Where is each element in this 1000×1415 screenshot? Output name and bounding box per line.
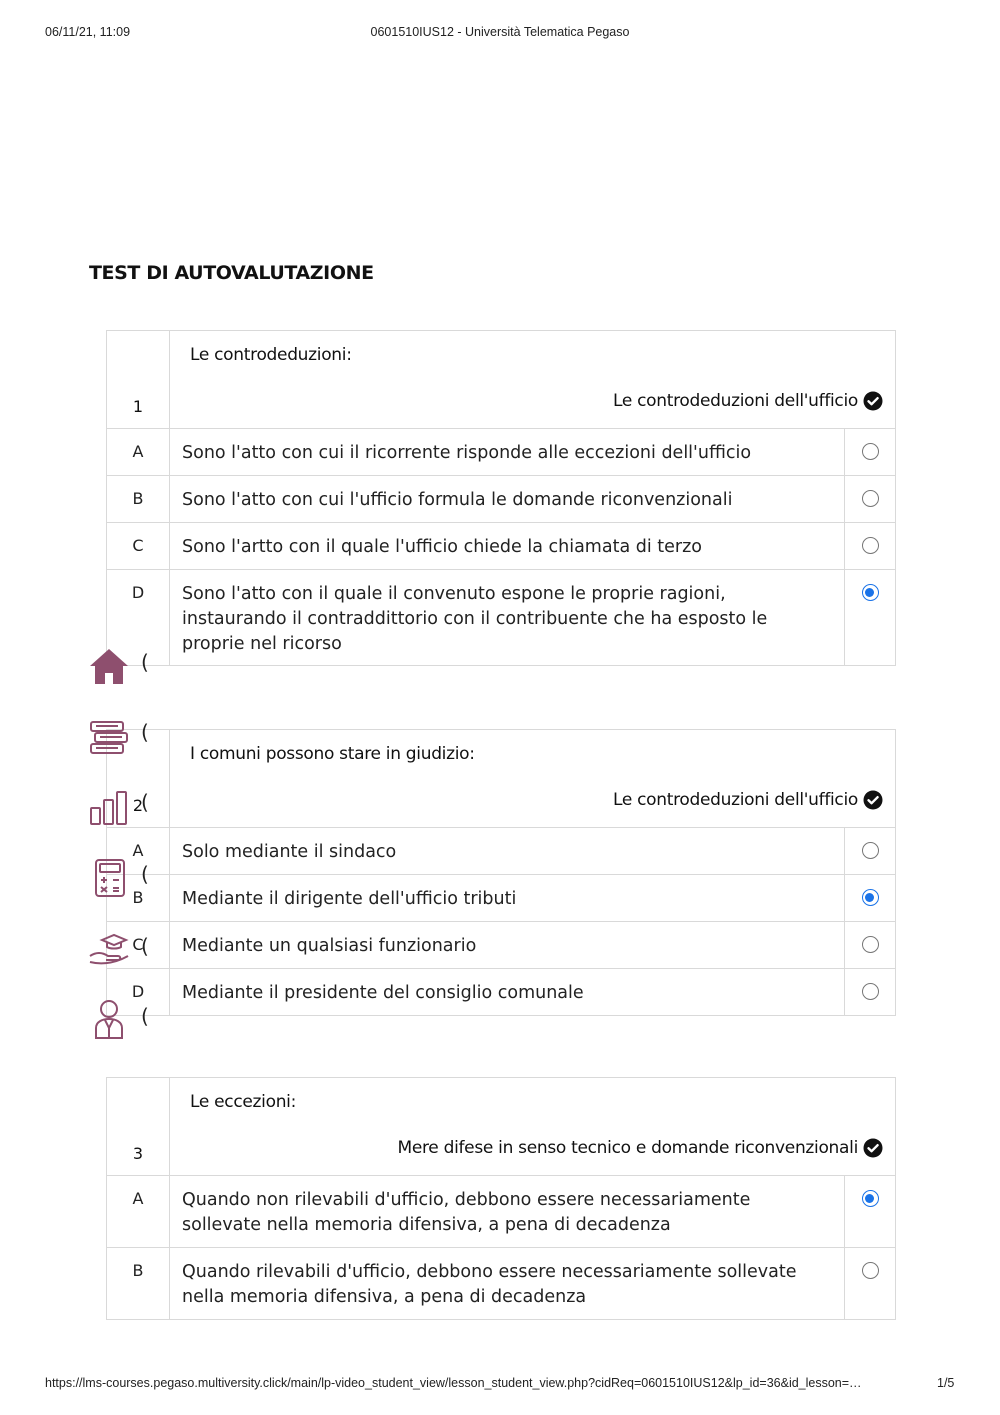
- topic-label: Le controdeduzioni dell'ufficio: [612, 391, 858, 411]
- option-radio[interactable]: [862, 983, 879, 1000]
- question-table-2: [106, 729, 896, 1016]
- question-text: I comuni possono stare in giudizio:: [190, 744, 475, 764]
- option-radio-selected[interactable]: [862, 584, 879, 601]
- option-letter: D: [107, 969, 170, 1016]
- print-page-title: 0601510IUS12 - Università Telematica Pegaso: [370, 25, 630, 39]
- books-icon: [88, 720, 130, 756]
- option-letter: A: [107, 429, 170, 476]
- topic-label: Le controdeduzioni dell'ufficio: [612, 790, 858, 810]
- option-text: Sono l'atto con cui il ricorrente risponde alle eccezioni dell'ufficio: [170, 429, 845, 476]
- nav-courses[interactable]: [88, 932, 132, 966]
- question-text: Le eccezioni:: [190, 1092, 297, 1112]
- option-letter: B: [107, 476, 170, 523]
- option-text: Mediante un qualsiasi funzionario: [170, 922, 845, 969]
- home-icon: [88, 646, 130, 688]
- option-text: Quando rilevabili d'ufficio, debbono essere necessariamente sollevate nella memoria difensiva, a pena di decadenza: [170, 1248, 845, 1320]
- option-letter: C: [107, 922, 170, 969]
- print-header: [0, 25, 1000, 41]
- nav-profile[interactable]: [88, 998, 130, 1040]
- nav-books[interactable]: [88, 720, 130, 756]
- calculator-icon: [88, 858, 130, 898]
- option-text: Quando non rilevabili d'ufficio, debbono essere necessariamente sollevate nella memoria difensiva, a pena di decadenza: [170, 1176, 845, 1248]
- question-table-3: [106, 1077, 896, 1320]
- option-text: Mediante il dirigente dell'ufficio tributi: [170, 875, 845, 922]
- option-text: Sono l'atto con il quale il convenuto espone le proprie ragioni, instaurando il contraddittorio con il contribuente che ha esposto le proprie nel ricorso: [170, 570, 845, 666]
- nav-paren: (: [141, 1004, 149, 1028]
- question-header: [170, 331, 896, 429]
- question-topic: [190, 391, 883, 411]
- answer-row[interactable]: [107, 523, 896, 570]
- check-circle-icon: [863, 790, 883, 810]
- question-header: [170, 730, 896, 828]
- answer-row[interactable]: [107, 969, 896, 1016]
- option-letter: B: [107, 875, 170, 922]
- option-radio[interactable]: [862, 842, 879, 859]
- nav-calculator[interactable]: [88, 858, 130, 898]
- nav-home[interactable]: [88, 646, 130, 688]
- option-radio[interactable]: [862, 1262, 879, 1279]
- option-radio-selected[interactable]: [862, 1190, 879, 1207]
- answer-row[interactable]: [107, 828, 896, 875]
- option-text: Sono l'atto con cui l'ufficio formula le domande riconvenzionali: [170, 476, 845, 523]
- option-letter: B: [107, 1248, 170, 1320]
- page-number: 1/5: [937, 1376, 955, 1390]
- check-circle-icon: [863, 1138, 883, 1158]
- option-text: Solo mediante il sindaco: [170, 828, 845, 875]
- option-radio[interactable]: [862, 537, 879, 554]
- nav-paren: (: [141, 720, 149, 744]
- option-letter: C: [107, 523, 170, 570]
- user-icon: [88, 998, 130, 1040]
- answer-row[interactable]: [107, 476, 896, 523]
- answer-row[interactable]: [107, 570, 896, 666]
- nav-paren: (: [141, 934, 149, 958]
- question-number: 2: [107, 730, 170, 828]
- print-url: https://lms-courses.pegaso.multiversity.click/main/lp-video_student_view/lesson_student_view.php?cidReq=0601510IUS12&lp_id=36&id_lesson=…: [45, 1376, 862, 1390]
- answer-row[interactable]: [107, 429, 896, 476]
- question-topic: [190, 790, 883, 810]
- option-text: Mediante il presidente del consiglio comunale: [170, 969, 845, 1016]
- nav-paren: (: [141, 862, 149, 886]
- question-number: 3: [107, 1078, 170, 1176]
- option-letter: A: [107, 828, 170, 875]
- nav-chart[interactable]: [88, 790, 130, 826]
- answer-row[interactable]: [107, 875, 896, 922]
- question-header: [170, 1078, 896, 1176]
- chart-icon: [88, 790, 130, 826]
- question-number: 1: [107, 331, 170, 429]
- nav-paren: (: [141, 650, 149, 674]
- answer-row[interactable]: [107, 1176, 896, 1248]
- check-circle-icon: [863, 391, 883, 411]
- option-radio[interactable]: [862, 936, 879, 953]
- graduation-hand-icon: [88, 932, 132, 966]
- nav-paren: (: [141, 790, 149, 814]
- question-topic: [190, 1138, 883, 1158]
- question-table-1: [106, 330, 896, 666]
- option-letter: D: [107, 570, 170, 666]
- option-text: Sono l'artto con il quale l'ufficio chiede la chiamata di terzo: [170, 523, 845, 570]
- answer-row[interactable]: [107, 1248, 896, 1320]
- option-radio-selected[interactable]: [862, 889, 879, 906]
- topic-label: Mere difese in senso tecnico e domande riconvenzionali: [397, 1138, 858, 1158]
- option-letter: A: [107, 1176, 170, 1248]
- page-title: TEST DI AUTOVALUTAZIONE: [89, 262, 374, 284]
- option-radio[interactable]: [862, 490, 879, 507]
- option-radio[interactable]: [862, 443, 879, 460]
- question-text: Le controdeduzioni:: [190, 345, 352, 365]
- answer-row[interactable]: [107, 922, 896, 969]
- print-date: 06/11/21, 11:09: [45, 25, 131, 39]
- side-nav: [88, 640, 168, 1060]
